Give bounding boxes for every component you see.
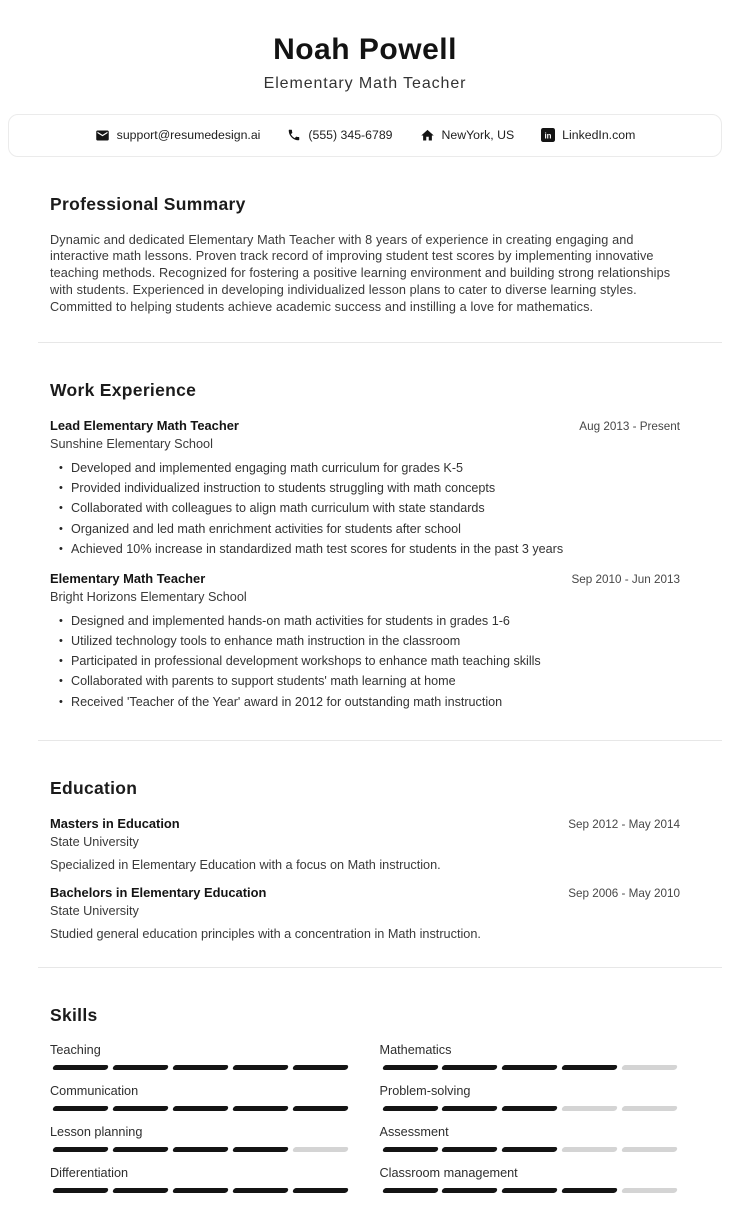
skill-bar-segment xyxy=(441,1065,498,1070)
degree-description: Specialized in Elementary Education with a focus on Math instruction. xyxy=(50,857,441,872)
candidate-title: Elementary Math Teacher xyxy=(263,74,467,92)
skill-bar xyxy=(380,1188,681,1193)
degree-school: State University xyxy=(50,834,139,849)
skill-bar xyxy=(380,1065,681,1070)
degree-header xyxy=(50,885,680,900)
experience-heading: Work Experience xyxy=(50,379,197,400)
skill-bar-segment xyxy=(112,1147,169,1152)
skill-bar-segment xyxy=(382,1065,439,1070)
skill-bar-segment xyxy=(441,1188,498,1193)
job-entry xyxy=(50,571,680,711)
job-date: Aug 2013 - Present xyxy=(579,419,680,433)
skill-label: Assessment xyxy=(379,1124,449,1139)
candidate-name: Noah Powell xyxy=(273,33,457,66)
job-title: Lead Elementary Math Teacher xyxy=(50,417,239,433)
skill-bar-segment xyxy=(172,1106,229,1111)
job-title: Elementary Math Teacher xyxy=(50,570,206,586)
skill-bar-segment xyxy=(441,1147,498,1152)
contact-phone-text: (555) 345-6789 xyxy=(308,128,393,142)
skill-bar-segment xyxy=(441,1106,498,1111)
skill-bar-segment xyxy=(621,1147,678,1152)
resume-header xyxy=(0,0,730,93)
skill-bar-segment xyxy=(292,1188,349,1193)
job-bullet-list xyxy=(50,613,680,711)
job-bullet: • Provided individualized instruction to students struggling with math concepts xyxy=(50,480,680,497)
summary-text: Dynamic and dedicated Elementary Math Teacher with 8 years of experience in creating engaging and interactive math lessons. Proven track record of improving student test scores by implementing innovative teaching methods. Recognized for fostering a positive learning environment and building strong relationships with students. Experienced in developing individualized lesson plans to cater to diverse learning styles. Committed to helping students achieve academic success and instilling a love for mathematics. xyxy=(50,232,671,315)
skill-bar-segment xyxy=(501,1147,558,1152)
contact-location-text: NewYork, US xyxy=(441,128,515,142)
degree-header xyxy=(50,816,680,831)
skill-bar-segment xyxy=(232,1147,289,1152)
skill-label: Differentiation xyxy=(50,1165,129,1180)
skill-label: Teaching xyxy=(50,1042,101,1057)
section-skills xyxy=(50,968,680,1219)
resume-body xyxy=(0,157,730,1219)
skill-label: Communication xyxy=(50,1083,139,1098)
contact-linkedin-text: LinkedIn.com xyxy=(562,128,636,142)
skill-bar-segment xyxy=(52,1147,109,1152)
skill-bar-segment xyxy=(501,1106,558,1111)
job-bullet: • Developed and implemented engaging math curriculum for grades K-5 xyxy=(50,460,680,477)
job-bullet: • Organized and led math enrichment activities for students after school xyxy=(50,521,680,538)
skill-bar-segment xyxy=(232,1065,289,1070)
job-bullet: • Participated in professional development workshops to enhance math teaching skills xyxy=(50,653,680,670)
job-bullet: • Utilized technology tools to enhance math instruction in the classroom xyxy=(50,633,680,650)
job-entry xyxy=(50,418,680,558)
skill-bar xyxy=(50,1065,351,1070)
skill-bar-segment xyxy=(561,1188,618,1193)
skill-bar-segment xyxy=(621,1106,678,1111)
skill-bar-segment xyxy=(52,1106,109,1111)
skill-bar xyxy=(50,1147,351,1152)
skill-bar-segment xyxy=(501,1065,558,1070)
skill-bar-segment xyxy=(382,1188,439,1193)
skill-bar-segment xyxy=(561,1106,618,1111)
skill-label: Mathematics xyxy=(379,1042,452,1057)
skill-label: Classroom management xyxy=(379,1165,518,1180)
skill-item xyxy=(50,1166,351,1193)
degree-entry xyxy=(50,816,680,872)
job-bullet: • Received 'Teacher of the Year' award in 2012 for outstanding math instruction xyxy=(50,694,680,711)
degree-date: Sep 2006 - May 2010 xyxy=(568,886,680,900)
job-company: Bright Horizons Elementary School xyxy=(50,589,247,604)
job-bullet: • Collaborated with parents to support students' math learning at home xyxy=(50,673,680,690)
skill-item xyxy=(50,1043,351,1070)
education-heading: Education xyxy=(50,777,138,798)
skill-bar xyxy=(380,1147,681,1152)
skill-bar-segment xyxy=(172,1065,229,1070)
job-header xyxy=(50,418,680,433)
phone-icon xyxy=(287,128,301,142)
skill-bar-segment xyxy=(382,1147,439,1152)
skill-bar-segment xyxy=(112,1188,169,1193)
svg-text:in: in xyxy=(544,131,552,141)
skill-bar-segment xyxy=(621,1188,678,1193)
job-bullet: • Designed and implemented hands-on math activities for students in grades 1-6 xyxy=(50,613,680,630)
skills-grid xyxy=(50,1043,680,1193)
skill-bar-segment xyxy=(172,1188,229,1193)
skill-bar xyxy=(50,1188,351,1193)
contact-location xyxy=(420,128,515,143)
skill-bar-segment xyxy=(292,1065,349,1070)
skill-bar-segment xyxy=(561,1065,618,1070)
skill-item xyxy=(380,1166,681,1193)
skill-bar-segment xyxy=(292,1147,349,1152)
skill-bar-segment xyxy=(621,1065,678,1070)
skill-label: Lesson planning xyxy=(50,1124,143,1139)
degree-description: Studied general education principles with a concentration in Math instruction. xyxy=(50,926,481,941)
degree-date: Sep 2012 - May 2014 xyxy=(568,817,680,831)
skill-item xyxy=(50,1084,351,1111)
job-company: Sunshine Elementary School xyxy=(50,436,213,451)
contact-linkedin xyxy=(541,128,635,142)
skills-heading: Skills xyxy=(50,1004,98,1025)
skill-bar-segment xyxy=(232,1106,289,1111)
skill-item xyxy=(380,1125,681,1152)
degree-school: State University xyxy=(50,903,139,918)
job-date: Sep 2010 - Jun 2013 xyxy=(571,572,680,586)
skill-bar-segment xyxy=(172,1147,229,1152)
section-education xyxy=(50,741,680,967)
skill-item xyxy=(50,1125,351,1152)
skill-bar xyxy=(50,1106,351,1111)
skill-bar-segment xyxy=(112,1065,169,1070)
job-header xyxy=(50,571,680,586)
summary-heading: Professional Summary xyxy=(50,193,246,214)
linkedin-icon xyxy=(541,128,555,142)
section-professional-summary xyxy=(50,157,680,342)
skill-item xyxy=(380,1084,681,1111)
envelope-icon xyxy=(95,128,110,143)
skill-label: Problem-solving xyxy=(379,1083,471,1098)
degree-title: Masters in Education xyxy=(50,815,180,831)
skill-bar-segment xyxy=(112,1106,169,1111)
skill-bar-segment xyxy=(52,1065,109,1070)
job-bullet: • Collaborated with colleagues to align math curriculum with state standards xyxy=(50,500,680,517)
contact-email-text: support@resumedesign.ai xyxy=(116,128,261,142)
degree-title: Bachelors in Elementary Education xyxy=(50,884,267,900)
job-bullet-list xyxy=(50,460,680,558)
section-work-experience xyxy=(50,343,680,740)
degree-entry xyxy=(50,885,680,941)
skill-bar xyxy=(380,1106,681,1111)
skill-bar-segment xyxy=(501,1188,558,1193)
skill-bar-segment xyxy=(382,1106,439,1111)
skill-bar-segment xyxy=(232,1188,289,1193)
home-icon xyxy=(420,128,435,143)
contact-email xyxy=(95,128,261,143)
skill-bar-segment xyxy=(52,1188,109,1193)
skill-bar-segment xyxy=(561,1147,618,1152)
contact-bar xyxy=(8,114,722,157)
contact-phone xyxy=(287,128,392,142)
skill-bar-segment xyxy=(292,1106,349,1111)
skill-item xyxy=(380,1043,681,1070)
job-bullet: • Achieved 10% increase in standardized math test scores for students in the past 3 years xyxy=(50,541,680,558)
